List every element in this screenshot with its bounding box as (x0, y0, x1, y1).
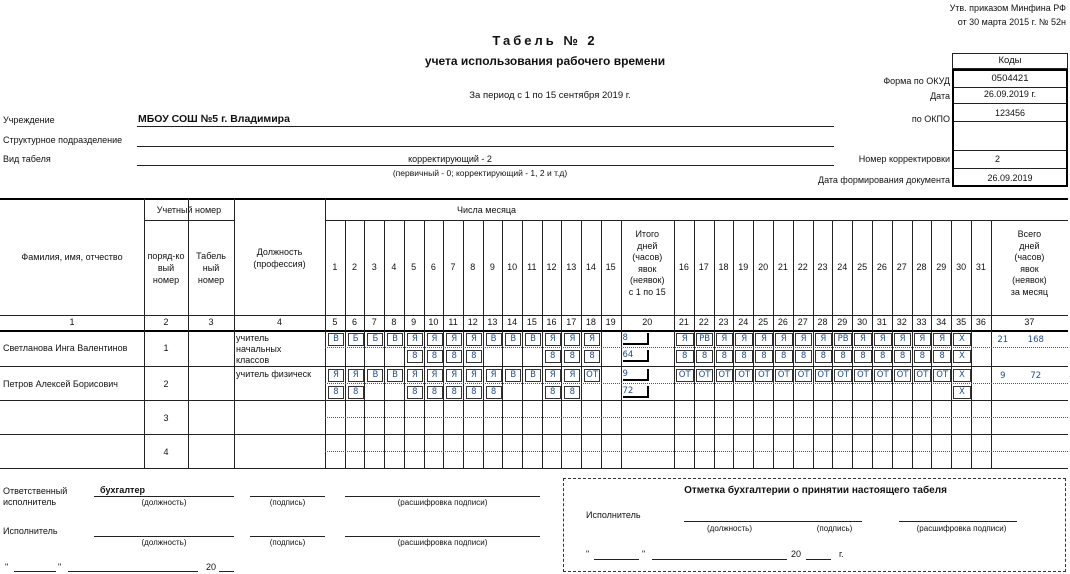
executor-label: Исполнитель (3, 526, 58, 536)
day-code: Я (407, 369, 423, 382)
colnum-4: 4 (276, 317, 282, 327)
day-header-27: 27 (896, 262, 907, 272)
colnum-20: 20 (642, 317, 653, 327)
total2-days: 9 (1000, 371, 1006, 381)
day-code: Я (427, 333, 443, 346)
day-header-30: 30 (956, 262, 967, 272)
acc-year-suffix: г. (839, 549, 844, 559)
colnum-7: 7 (371, 317, 377, 327)
day-hours: 8 (696, 350, 714, 363)
exec-cap-sign: (подпись) (269, 538, 306, 547)
day-code: В (387, 369, 403, 382)
colnum-26: 26 (777, 317, 788, 327)
day-header-24: 24 (837, 262, 848, 272)
day-hours: Х (953, 350, 971, 363)
day-header-5: 5 (411, 262, 417, 272)
day-hours: 8 (914, 350, 932, 363)
date-quote-close: " (58, 562, 62, 572)
employee-name: Светланова Инга Валентинов (3, 343, 128, 353)
day-hours: 8 (564, 350, 580, 363)
colnum-1: 1 (69, 317, 75, 327)
colnum-14: 14 (507, 317, 518, 327)
total1-codes: 9 (623, 369, 649, 381)
responsible-label-2: исполнитель (3, 497, 57, 507)
colnum-27: 27 (797, 317, 808, 327)
day-code: Я (795, 333, 813, 346)
total1-header: Итого дней (часов) явок (неявок) с 1 по 15 (628, 229, 666, 297)
day-header-15: 15 (605, 262, 616, 272)
day-hours: 8 (466, 386, 482, 399)
colnum-32: 32 (896, 317, 907, 327)
col-position-header: Должность (профессия) (253, 247, 306, 269)
total2-hours: 168 (1027, 335, 1044, 345)
colnum-12: 12 (467, 317, 478, 327)
day-hours: 8 (427, 386, 443, 399)
day-header-11: 11 (527, 262, 537, 272)
day-hours: 8 (834, 350, 852, 363)
exec-cap-decode: (расшифровка подписи) (397, 538, 488, 547)
employee-seq: 4 (163, 447, 169, 457)
colnum-31: 31 (876, 317, 887, 327)
day-code: Я (407, 333, 423, 346)
colnum-3: 3 (208, 317, 214, 327)
day-code: Х (953, 369, 971, 382)
day-hours: 8 (795, 350, 813, 363)
exec-cap-position: (должность) (141, 538, 187, 547)
day-hours: 8 (775, 350, 793, 363)
institution-label: Учреждение (3, 115, 55, 125)
okud-value: 0504421 (991, 73, 1029, 84)
form-title: Табель № 2 (492, 33, 598, 48)
day-code: В (525, 333, 541, 346)
accounting-box (563, 478, 1066, 572)
day-hours: 8 (348, 386, 364, 399)
type-label: Вид табеля (3, 154, 51, 164)
day-hours: 8 (716, 350, 734, 363)
employee-position: учитель физическ (236, 369, 312, 379)
col-name-header: Фамилия, имя, отчество (21, 252, 123, 262)
day-hours: 8 (427, 350, 443, 363)
day-code: Я (914, 333, 932, 346)
colnum-21: 21 (678, 317, 689, 327)
responsible-label-1: Ответственный (3, 486, 68, 496)
okpo-label: по ОКПО (911, 114, 950, 124)
day-code: В (387, 333, 403, 346)
day-code: ОТ (696, 369, 714, 382)
responsible-position: бухгалтер (100, 485, 145, 495)
colnum-17: 17 (566, 317, 577, 327)
day-code: Я (486, 369, 502, 382)
day-code: РВ (834, 333, 852, 346)
day-code: ОТ (914, 369, 932, 382)
day-header-8: 8 (470, 262, 476, 272)
colnum-23: 23 (718, 317, 729, 327)
day-header-17: 17 (698, 262, 709, 272)
colnum-2: 2 (163, 317, 169, 327)
day-code: РВ (696, 333, 714, 346)
day-hours: 8 (815, 350, 833, 363)
day-code: В (525, 369, 541, 382)
day-code: Я (564, 333, 580, 346)
day-header-22: 22 (797, 262, 808, 272)
day-header-18: 18 (718, 262, 729, 272)
day-code: Я (716, 333, 734, 346)
institution-value: МБОУ СОШ №5 г. Владимира (138, 113, 290, 125)
day-hours: 8 (407, 386, 423, 399)
day-code: В (328, 333, 344, 346)
day-hours: 8 (446, 386, 462, 399)
acc-year-prefix: 20 (791, 549, 802, 559)
day-code: Я (545, 369, 561, 382)
day-code: ОТ (894, 369, 912, 382)
day-hours: 8 (466, 350, 482, 363)
total2-hours: 72 (1030, 371, 1042, 381)
colnum-34: 34 (936, 317, 947, 327)
day-code: В (505, 369, 521, 382)
total1-codes: 8 (623, 333, 649, 345)
day-header-26: 26 (876, 262, 887, 272)
day-header-7: 7 (450, 262, 456, 272)
day-header-13: 13 (566, 262, 577, 272)
day-code: В (486, 333, 502, 346)
date-label: Дата (930, 91, 950, 101)
day-hours: 8 (584, 350, 600, 363)
formed-label: Дата формирования документа (817, 175, 950, 185)
date-quote-open: " (5, 562, 9, 572)
day-header-28: 28 (916, 262, 927, 272)
day-header-31: 31 (975, 262, 986, 272)
day-header-2: 2 (352, 262, 358, 272)
day-hours: 8 (545, 386, 561, 399)
day-code: Я (874, 333, 892, 346)
acc-cap-sign: (подпись) (816, 524, 853, 533)
colnum-5: 5 (332, 317, 338, 327)
codes-header-cell (952, 53, 1068, 69)
day-code: Я (933, 333, 951, 346)
formed-value: 26.09.2019 (987, 173, 1033, 183)
day-code: ОТ (716, 369, 734, 382)
colnum-29: 29 (837, 317, 848, 327)
day-header-12: 12 (546, 262, 557, 272)
day-code: Я (446, 333, 462, 346)
day-hours: 8 (933, 350, 951, 363)
colnum-16: 16 (546, 317, 557, 327)
form-subtitle: учета использования рабочего времени (424, 54, 666, 68)
day-code: ОТ (795, 369, 813, 382)
accounting-title: Отметка бухгалтерии о принятии настоящего табеля (684, 485, 947, 496)
resp-cap-position: (должность) (141, 498, 187, 507)
approval-line-2: от 30 марта 2015 г. № 52н (957, 17, 1066, 27)
col-days-header: Числа месяца (456, 205, 516, 215)
colnum-9: 9 (411, 317, 417, 327)
correction-value: 2 (994, 154, 1000, 164)
okud-label: Форма по ОКУД (883, 76, 950, 86)
day-hours: 8 (894, 350, 912, 363)
day-code: В (367, 369, 383, 382)
day-header-9: 9 (489, 262, 495, 272)
day-hours: 8 (874, 350, 892, 363)
employee-name: Петров Алексей Борисович (3, 379, 118, 389)
correction-label: Номер корректировки (858, 154, 950, 164)
colnum-15: 15 (526, 317, 537, 327)
resp-cap-sign: (подпись) (269, 498, 306, 507)
day-code: Б (367, 333, 383, 346)
total2-header: Всего дней (часов) явок (неявок) за месяц (1010, 229, 1049, 297)
col-tab-header: Табель ный номер (196, 251, 226, 285)
day-code: ОТ (775, 369, 793, 382)
day-code: Б (348, 333, 364, 346)
day-code: Я (427, 369, 443, 382)
day-code: Я (446, 369, 462, 382)
employee-seq: 1 (163, 343, 169, 353)
day-code: Я (894, 333, 912, 346)
employee-position: учитель начальных классов (236, 333, 282, 365)
colnum-19: 19 (605, 317, 616, 327)
year-prefix: 20 (206, 562, 217, 572)
day-hours: 8 (545, 350, 561, 363)
day-code: Я (545, 333, 561, 346)
colnum-13: 13 (487, 317, 498, 327)
colnum-30: 30 (857, 317, 868, 327)
day-hours: 8 (564, 386, 580, 399)
colnum-8: 8 (391, 317, 397, 327)
day-code: ОТ (933, 369, 951, 382)
colnum-33: 33 (916, 317, 927, 327)
day-header-23: 23 (817, 262, 828, 272)
type-value: корректирующий - 2 (408, 154, 492, 164)
day-header-21: 21 (777, 262, 788, 272)
day-code: Я (564, 369, 580, 382)
okpo-value: 123456 (994, 108, 1026, 118)
day-header-16: 16 (678, 262, 689, 272)
day-code: ОТ (854, 369, 872, 382)
day-hours: 8 (486, 386, 502, 399)
resp-cap-decode: (расшифровка подписи) (397, 498, 488, 507)
colnum-22: 22 (698, 317, 709, 327)
approval-note (950, 3, 1066, 27)
col-account-header: Учетный номер (156, 205, 222, 215)
day-hours: 8 (676, 350, 694, 363)
day-code: Я (466, 369, 482, 382)
day-code: ОТ (874, 369, 892, 382)
division-label: Структурное подразделение (3, 135, 123, 145)
day-header-29: 29 (936, 262, 947, 272)
day-hours: 8 (446, 350, 462, 363)
day-code: ОТ (755, 369, 773, 382)
colnum-28: 28 (817, 317, 828, 327)
codes-header: Коды (998, 55, 1022, 66)
period-label: За период с 1 по 15 сентября 2019 г. (469, 90, 631, 101)
total1-hours: 72 (623, 386, 649, 398)
total2-days: 21 (997, 335, 1009, 345)
day-header-25: 25 (857, 262, 868, 272)
colnum-6: 6 (352, 317, 358, 327)
day-code: ОТ (815, 369, 833, 382)
day-code: Я (466, 333, 482, 346)
colnum-24: 24 (738, 317, 749, 327)
day-hours: 8 (407, 350, 423, 363)
day-code: ОТ (735, 369, 753, 382)
day-code: Я (854, 333, 872, 346)
day-hours: 8 (735, 350, 753, 363)
accounting-executor: Исполнитель (586, 510, 641, 520)
day-code: Я (755, 333, 773, 346)
approval-line-1: Утв. приказом Минфина РФ (949, 3, 1066, 13)
day-code: Я (815, 333, 833, 346)
colnum-18: 18 (585, 317, 596, 327)
colnum-35: 35 (956, 317, 967, 327)
employee-seq: 2 (163, 379, 169, 389)
acc-date-quote-close: " (642, 549, 646, 559)
employee-seq: 3 (163, 413, 169, 423)
day-header-19: 19 (738, 262, 749, 272)
day-code: Я (676, 333, 694, 346)
colnum-37: 37 (1024, 317, 1035, 327)
colnum-36: 36 (975, 317, 986, 327)
day-header-3: 3 (371, 262, 377, 272)
colnum-25: 25 (758, 317, 769, 327)
day-code: ОТ (676, 369, 694, 382)
colnum-10: 10 (428, 317, 439, 327)
day-hours: Х (953, 386, 971, 399)
day-hours: 8 (328, 386, 344, 399)
day-code: ОТ (834, 369, 852, 382)
day-code: ОТ (584, 369, 600, 382)
day-code: Я (735, 333, 753, 346)
day-header-6: 6 (430, 262, 436, 272)
day-code: Я (584, 333, 600, 346)
type-hint: (первичный - 0; корректирующий - 1, 2 и т.д) (392, 168, 568, 178)
colnum-11: 11 (448, 317, 458, 327)
acc-cap-position: (должность) (707, 524, 752, 533)
col-seq-header: поряд-ко вый номер (147, 251, 185, 285)
day-header-4: 4 (391, 262, 397, 272)
total1-hours: 64 (623, 350, 649, 362)
acc-date-quote-open: " (586, 549, 590, 559)
day-header-20: 20 (758, 262, 769, 272)
day-code: Я (775, 333, 793, 346)
day-code: Я (348, 369, 364, 382)
day-code: Х (953, 333, 971, 346)
day-hours: 8 (854, 350, 872, 363)
day-hours: 8 (755, 350, 773, 363)
day-header-1: 1 (332, 262, 338, 272)
acc-cap-decode: (расшифровка подписи) (916, 524, 1007, 533)
date-value: 26.09.2019 г. (983, 89, 1037, 99)
day-code: Я (328, 369, 344, 382)
day-header-14: 14 (585, 262, 596, 272)
day-code: В (505, 333, 521, 346)
day-header-10: 10 (507, 262, 518, 272)
